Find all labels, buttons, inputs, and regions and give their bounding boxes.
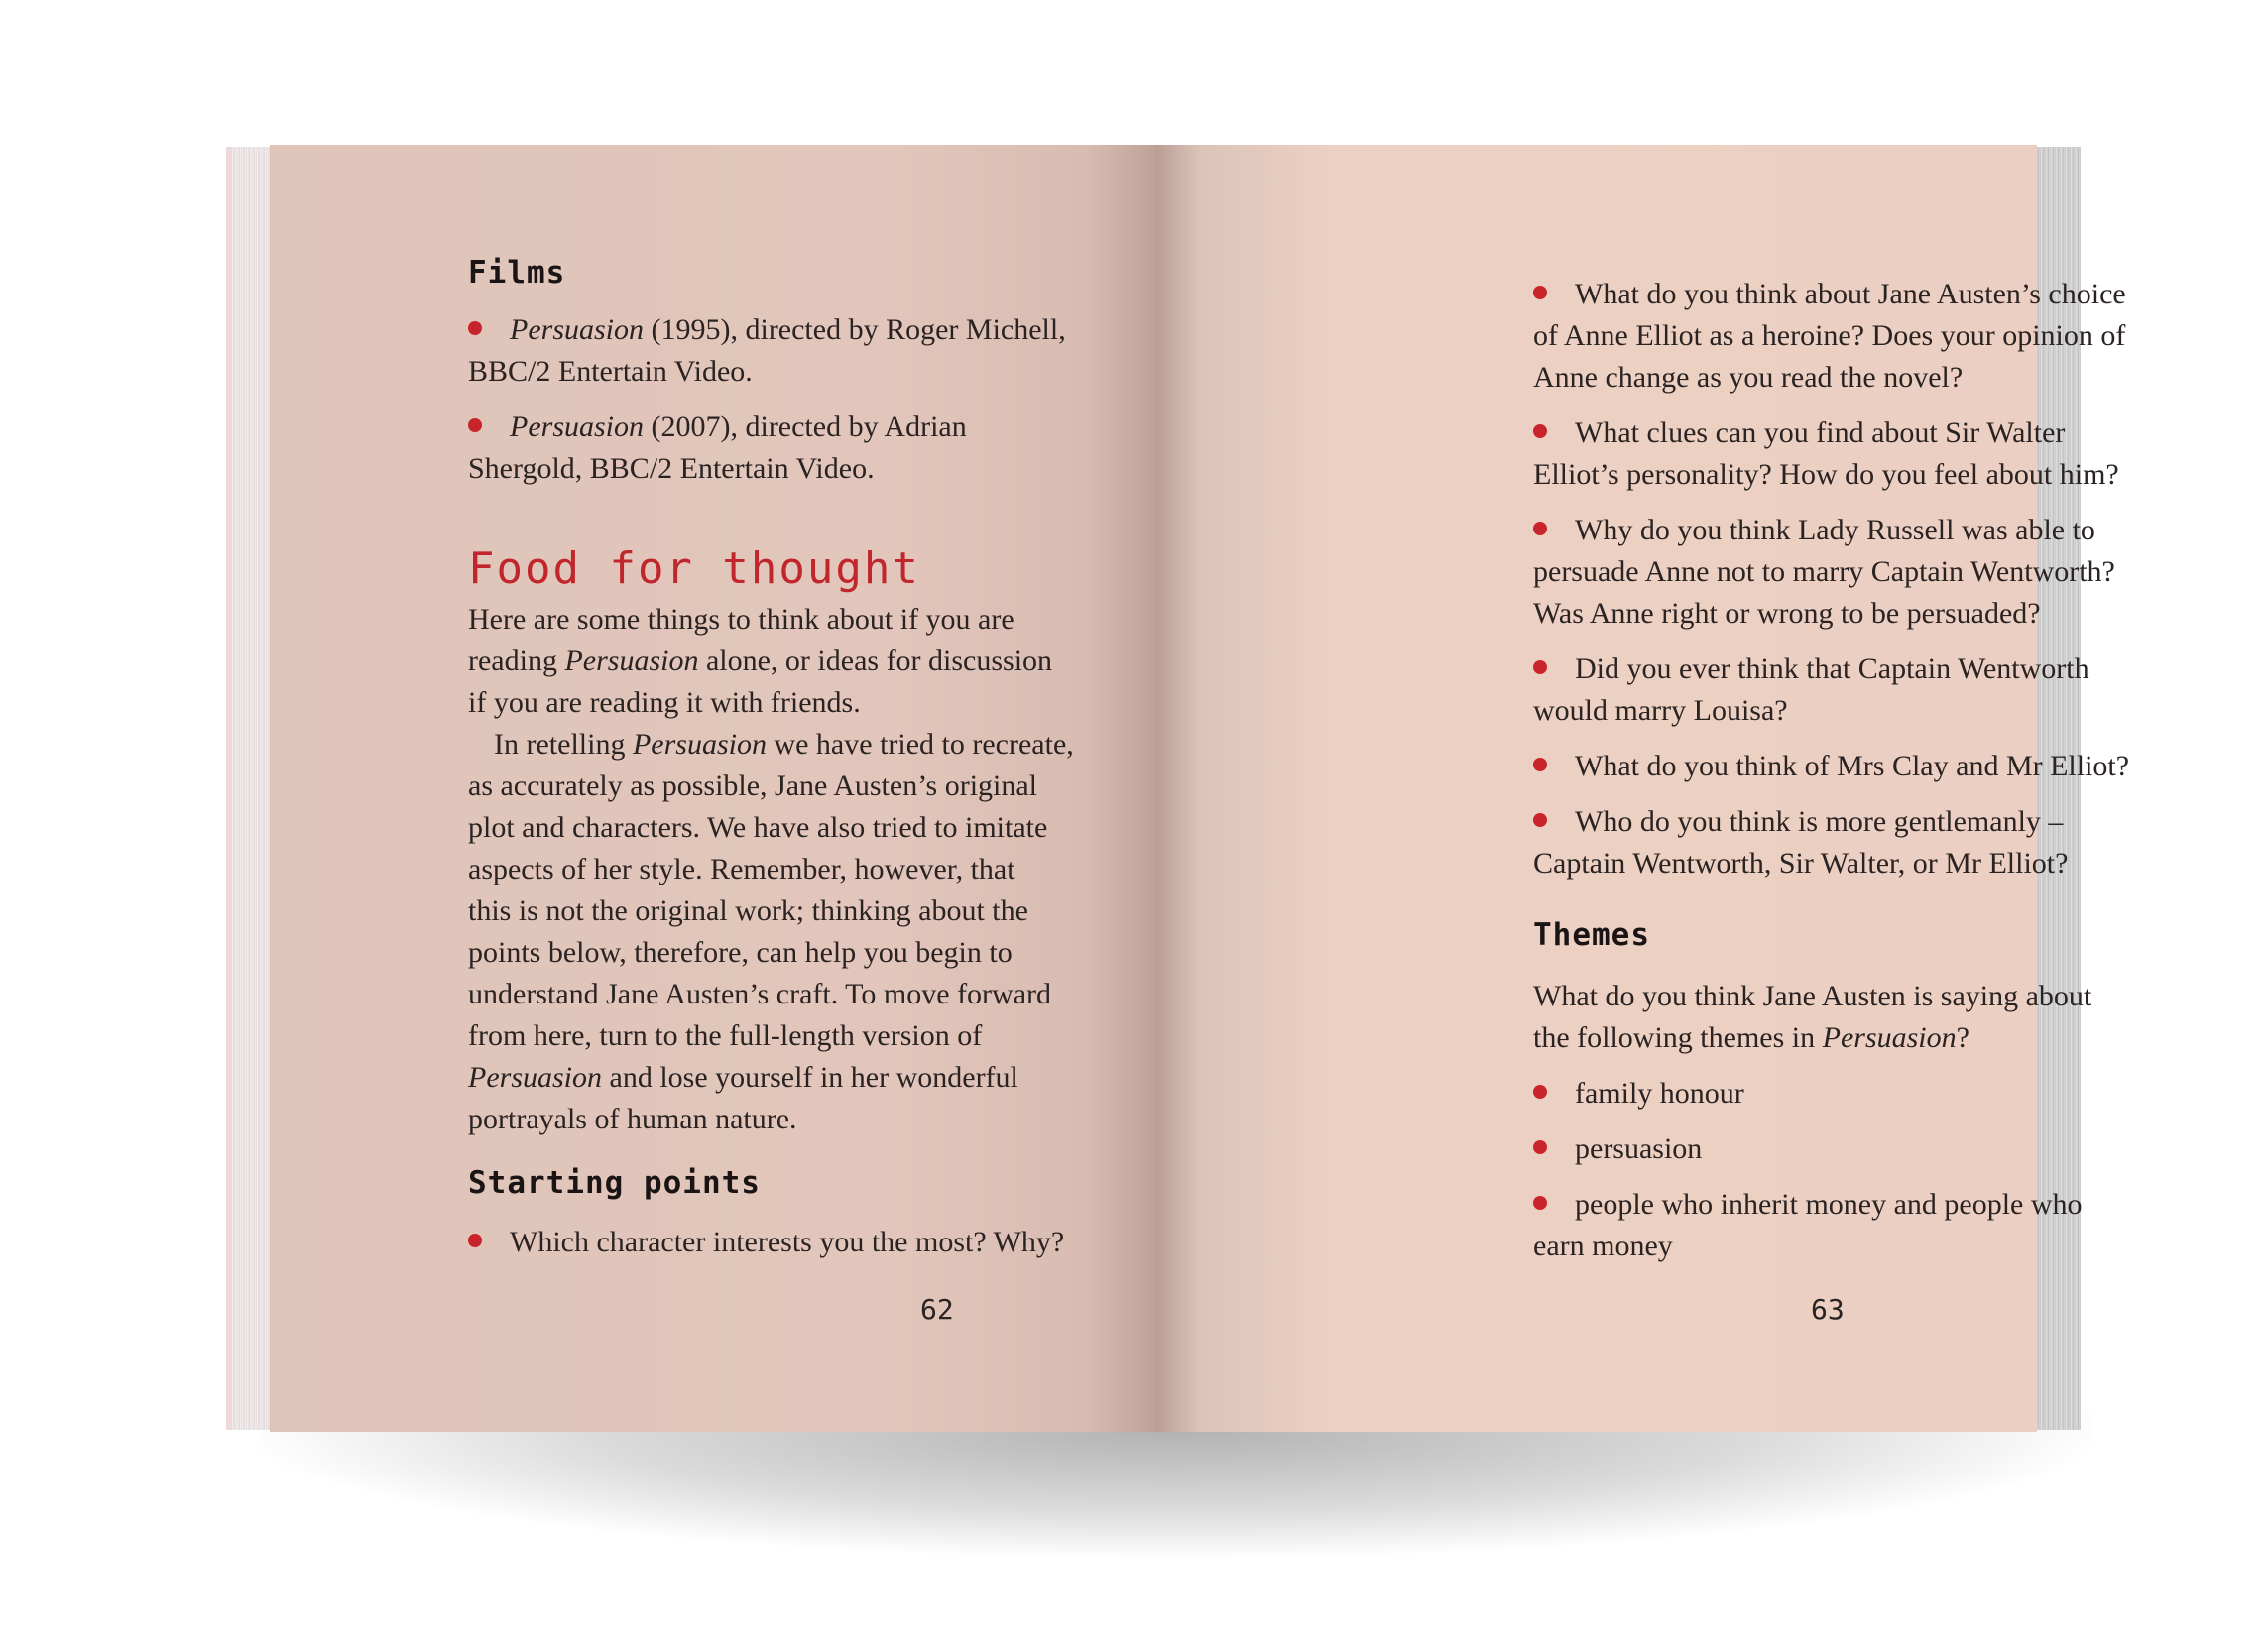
bullet-icon — [1533, 758, 1547, 771]
right-page-content — [1533, 274, 2148, 1267]
theme-item: people who inherit money and people who earn money — [1533, 1188, 2083, 1262]
intro-paragraph: Here are some things to think about if you are reading Persuasion alone, or ideas for discussion if you are reading it with friends. — [468, 603, 1053, 719]
page-edges-left — [226, 147, 272, 1430]
question-item: Who do you think is more gentlemanly – Captain Wentworth, Sir Walter, or Mr Elliot? — [1533, 805, 2069, 880]
bullet-icon — [1533, 1085, 1547, 1099]
bullet-icon — [1533, 286, 1547, 299]
themes-heading: Themes — [1533, 917, 1650, 953]
bullet-icon — [468, 1234, 482, 1247]
bullet-icon — [468, 321, 482, 335]
page-number: 63 — [1811, 1293, 1845, 1326]
question-item: Why do you think Lady Russell was able to persuade Anne not to marry Captain Wentworth? Was Anne right or wrong to be persuaded? — [1533, 514, 2115, 630]
themes-intro: What do you think Jane Austen is saying about the following themes in Persuasion? — [1533, 980, 2092, 1054]
starting-point-item: Which character interests you the most? Why? — [468, 1222, 1103, 1263]
film-item: Persuasion (1995), directed by Roger Michell, BBC/2 Entertain Video. — [468, 313, 1066, 388]
bullet-icon — [1533, 1196, 1547, 1210]
question-item: What do you think of Mrs Clay and Mr Elliot? — [1533, 746, 2148, 787]
theme-item: family honour — [1533, 1073, 2148, 1115]
bullet-icon — [1533, 1140, 1547, 1154]
films-heading: Films — [468, 255, 566, 291]
bullet-icon — [1533, 660, 1547, 674]
retelling-paragraph: In retelling Persuasion we have tried to recreate, as accurately as possible, Jane Austen’s original plot and characters. We have also tried to imitate aspects of her style. Remember, however, that this is not the original work; thinking about the points below, therefore, can help you begin to understand Jane Austen’s craft. To move forward from here, turn to the full-length version of Persuasion and lose yourself in her wonderful portrayals of human nature. — [468, 728, 1074, 1135]
film-item: Persuasion (2007), directed by Adrian Shergold, BBC/2 Entertain Video. — [468, 411, 967, 485]
left-page-content — [468, 252, 1103, 1263]
theme-item: persuasion — [1533, 1128, 2148, 1170]
question-item: Did you ever think that Captain Wentworth would marry Louisa? — [1533, 652, 2089, 727]
bullet-icon — [468, 418, 482, 432]
page-number: 62 — [920, 1293, 954, 1326]
bullet-icon — [1533, 522, 1547, 535]
open-book — [226, 145, 2130, 1432]
starting-points-heading: Starting points — [468, 1165, 761, 1201]
question-item: What do you think about Jane Austen’s choice of Anne Elliot as a heroine? Does your opinion of Anne change as you read the novel? — [1533, 278, 2126, 394]
bullet-icon — [1533, 813, 1547, 827]
question-item: What clues can you find about Sir Walter Elliot’s personality? How do you feel about him? — [1533, 416, 2119, 491]
section-title: Food for thought — [468, 543, 920, 594]
film-title: Persuasion — [510, 411, 644, 443]
bullet-icon — [1533, 424, 1547, 438]
left-page — [270, 145, 1156, 1432]
film-title: Persuasion — [510, 313, 644, 346]
right-page — [1156, 145, 2130, 1432]
